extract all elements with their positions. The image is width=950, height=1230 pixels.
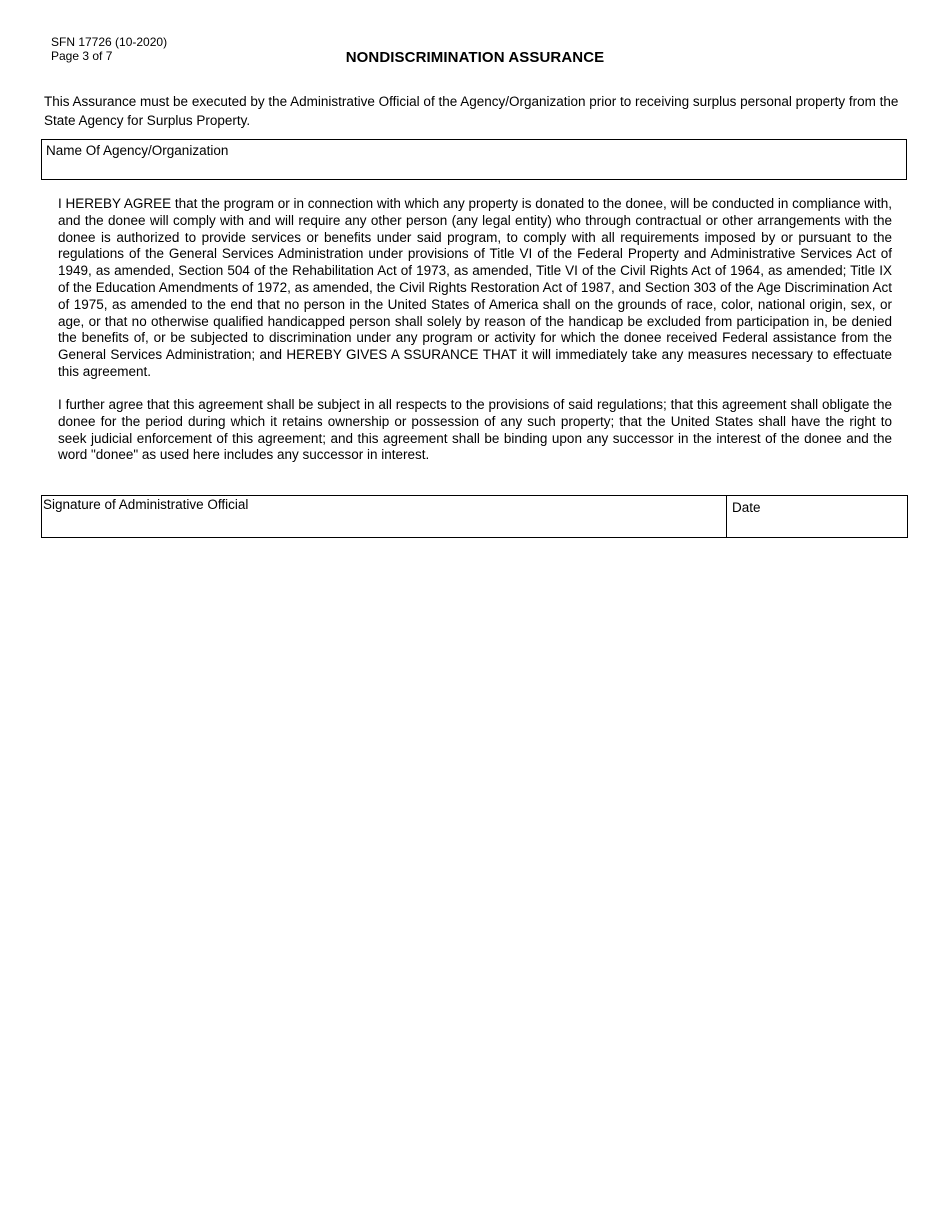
form-number: SFN 17726 (10-2020) <box>51 35 168 49</box>
agreement-paragraph: I HEREBY AGREE that the program or in connection with which any property is donated to the donee, will be conducted in compliance with, and the donee will comply with and will require any other person (any legal entity) who through contractual or other arrangements with the donee is authorized to provide services or benefits under said program, to comply with all requirements imposed by or pursuant to the regulations of the General Services Administration under provisions of Title VI of the Federal Property and Administrative Services Act of 1949, as amended, Section 504 of the Rehabilitation Act of 1973, as amended, Title VI of the Civil Rights Act of 1964, as amended; Title IX of the Education Amendments of 1972, as amended, the Civil Rights Restoration Act of 1987, and Section 303 of the Age Discrimination Act of 1975, as amended to the end that no person in the United States of America shall on the grounds of race, color, national origin, sex, or age, or that no otherwise qualified handicapped person shall solely by reason of the handicap be excluded from participation in, be denied the benefits of, or be subjected to discrimination under any program or activity for which the donee received Federal assistance from the General Services Administration; and HEREBY GIVES A SSURANCE THAT it will immediately take any measures necessary to effectuate this agreement. <box>58 196 892 379</box>
date-input[interactable] <box>727 517 907 537</box>
agency-name-input[interactable] <box>42 159 906 179</box>
agency-name-field[interactable] <box>41 139 907 180</box>
signature-field[interactable] <box>42 496 727 537</box>
agency-name-label: Name Of Agency/Organization <box>46 143 229 158</box>
page-title: NONDISCRIMINATION ASSURANCE <box>345 49 605 66</box>
intro-text: This Assurance must be executed by the Administrative Official of the Agency/Organization prior to receiving surplus personal property from the State Agency for Surplus Property. <box>44 94 899 128</box>
date-label: Date <box>732 500 761 515</box>
signature-input[interactable] <box>42 517 726 537</box>
signature-row <box>41 495 908 538</box>
date-field[interactable] <box>727 496 907 537</box>
signature-label: Signature of Administrative Official <box>43 497 249 512</box>
page-number: Page 3 of 7 <box>51 49 113 63</box>
further-agreement-paragraph: I further agree that this agreement shall be subject in all respects to the provisions of said regulations; that this agreement shall obligate the donee for the period during which it retains ownership or possession of any such property; that the United States shall have the right to seek judicial enforcement of this agreement; and this agreement shall be binding upon any successor in the interest of the donee and the word "donee" as used here includes any successor in interest. <box>58 397 892 463</box>
